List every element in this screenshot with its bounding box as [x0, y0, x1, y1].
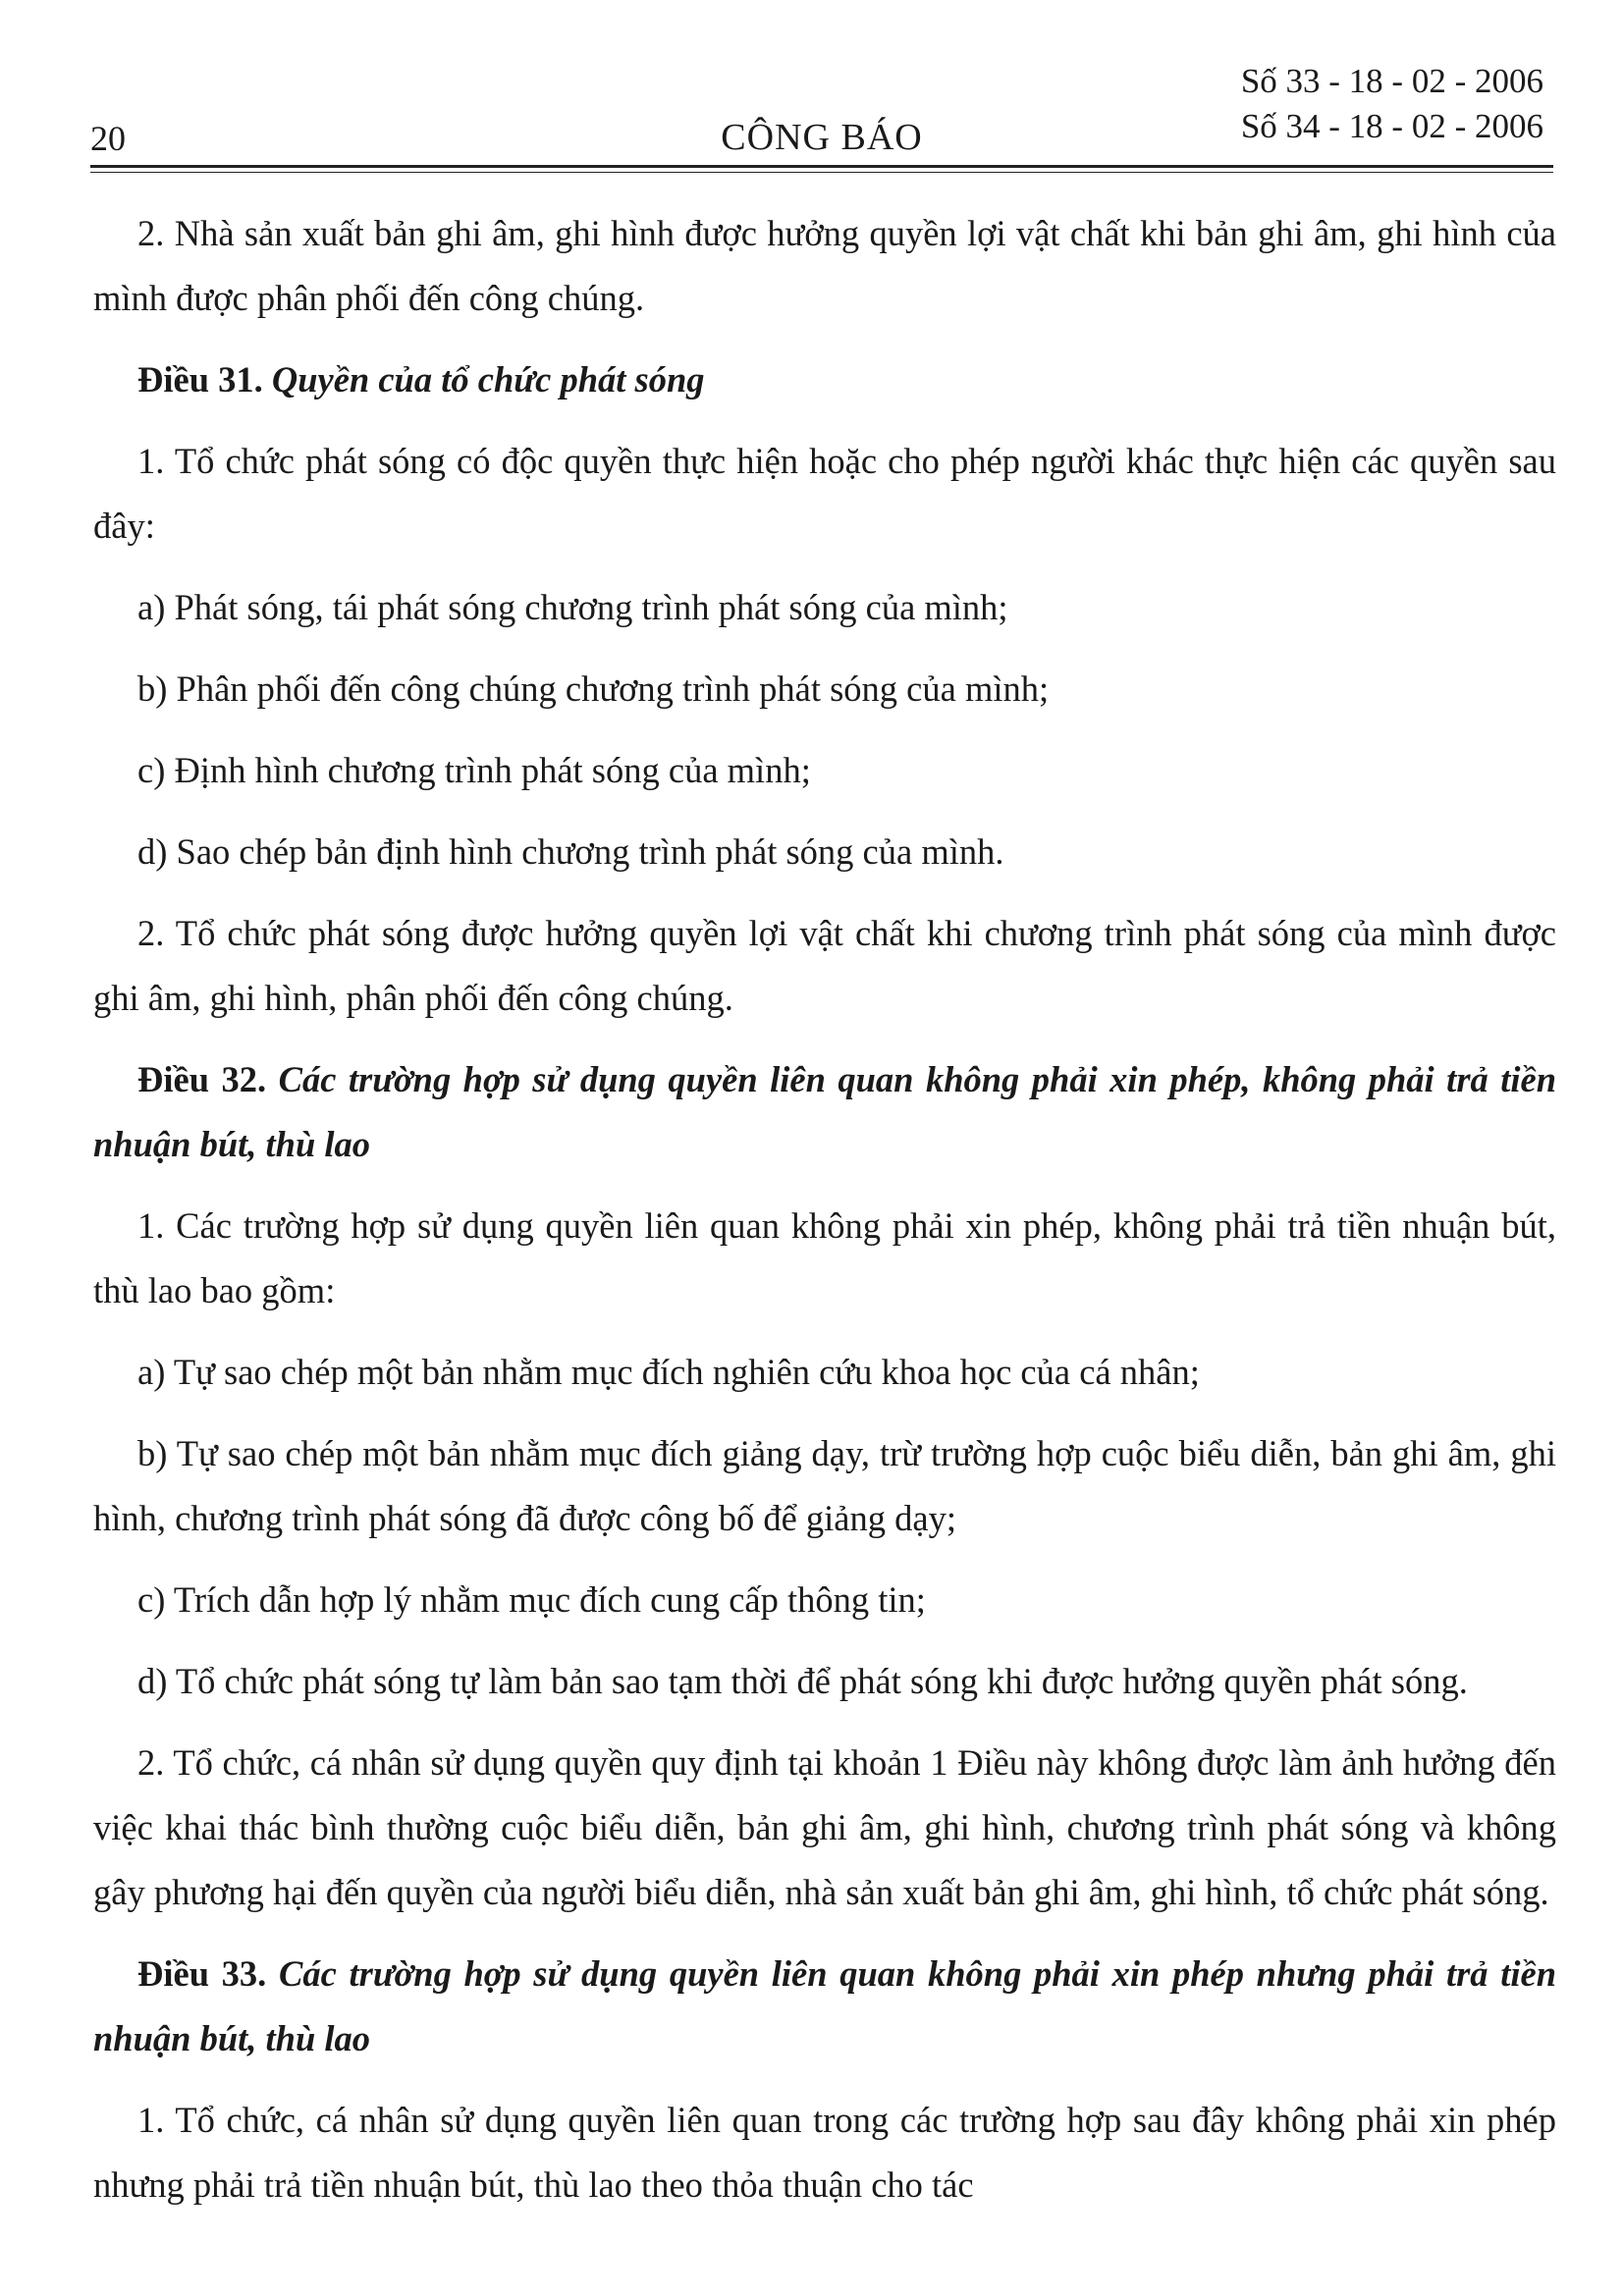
document-body	[93, 201, 1556, 2234]
body-paragraph: d) Sao chép bản định hình chương trình phát sóng của mình.	[137, 831, 1004, 872]
body-paragraph: 1. Các trường hợp sử dụng quyền liên quan không phải xin phép, không phải trả tiền nhuận bút, thù lao bao gồm:	[93, 1205, 1556, 1310]
article-title: Các trường hợp sử dụng quyền liên quan không phải xin phép nhưng phải trả tiền nhuận bút, thù lao	[93, 1953, 1557, 2058]
body-paragraph: c) Trích dẫn hợp lý nhằm mục đích cung cấp thông tin;	[137, 1579, 926, 1620]
article-label: Điều 31.	[137, 359, 263, 400]
body-paragraph: 1. Tổ chức phát sóng có độc quyền thực hiện hoặc cho phép người khác thực hiện các quyền sau đây:	[93, 441, 1556, 546]
gazette-title: CÔNG BÁO	[721, 117, 923, 158]
page-header	[90, 59, 1553, 167]
body-paragraph: d) Tổ chức phát sóng tự làm bản sao tạm thời để phát sóng khi được hưởng quyền phát sóng.	[137, 1661, 1468, 1701]
body-paragraph: c) Định hình chương trình phát sóng của mình;	[137, 750, 811, 790]
body-paragraph: a) Phát sóng, tái phát sóng chương trình phát sóng của mình;	[137, 587, 1008, 627]
issue-number: Số 33 - 18 - 02 - 2006	[1240, 62, 1543, 100]
page-number: 20	[90, 119, 126, 158]
article-heading	[93, 347, 1556, 412]
article-heading	[93, 1942, 1556, 2071]
body-paragraph: 1. Tổ chức, cá nhân sử dụng quyền liên quan trong các trường hợp sau đây không phải xin phép nhưng phải trả tiền nhuận bút, thù lao theo thỏa thuận cho tác	[93, 2100, 1556, 2205]
body-paragraph: 2. Nhà sản xuất bản ghi âm, ghi hình được hưởng quyền lợi vật chất khi bản ghi âm, ghi hình của mình được phân phối đến công chúng.	[93, 213, 1556, 318]
article-title: Quyền của tổ chức phát sóng	[271, 359, 705, 400]
body-paragraph: 2. Tổ chức phát sóng được hưởng quyền lợi vật chất khi chương trình phát sóng của mình được ghi âm, ghi hình, phân phối đến công chúng.	[93, 913, 1556, 1018]
article-title: Các trường hợp sử dụng quyền liên quan không phải xin phép, không phải trả tiền nhuận bút, thù lao	[93, 1059, 1557, 1164]
issue-numbers	[1241, 59, 1543, 149]
article-heading	[93, 1047, 1556, 1177]
body-paragraph: b) Tự sao chép một bản nhằm mục đích giảng dạy, trừ trường hợp cuộc biểu diễn, bản ghi âm, ghi hình, chương trình phát sóng đã được công bố để giảng dạy;	[93, 1433, 1556, 1538]
issue-number: Số 34 - 18 - 02 - 2006	[1240, 107, 1543, 145]
header-rule-thin	[90, 172, 1553, 173]
article-label: Điều 33.	[137, 1953, 267, 1994]
article-label: Điều 32.	[137, 1059, 267, 1099]
body-paragraph: a) Tự sao chép một bản nhằm mục đích nghiên cứu khoa học của cá nhân;	[137, 1352, 1200, 1392]
header-rule	[90, 165, 1553, 168]
body-paragraph: b) Phân phối đến công chúng chương trình phát sóng của mình;	[137, 668, 1050, 709]
body-paragraph: 2. Tổ chức, cá nhân sử dụng quyền quy định tại khoản 1 Điều này không được làm ảnh hưởng đến việc khai thác bình thường cuộc biểu diễn, bản ghi âm, ghi hình, chương trình phát sóng và không gây phương hại đến quyền của người biểu diễn, nhà sản xuất bản ghi âm, ghi hình, tổ chức phát sóng.	[93, 1742, 1556, 1912]
